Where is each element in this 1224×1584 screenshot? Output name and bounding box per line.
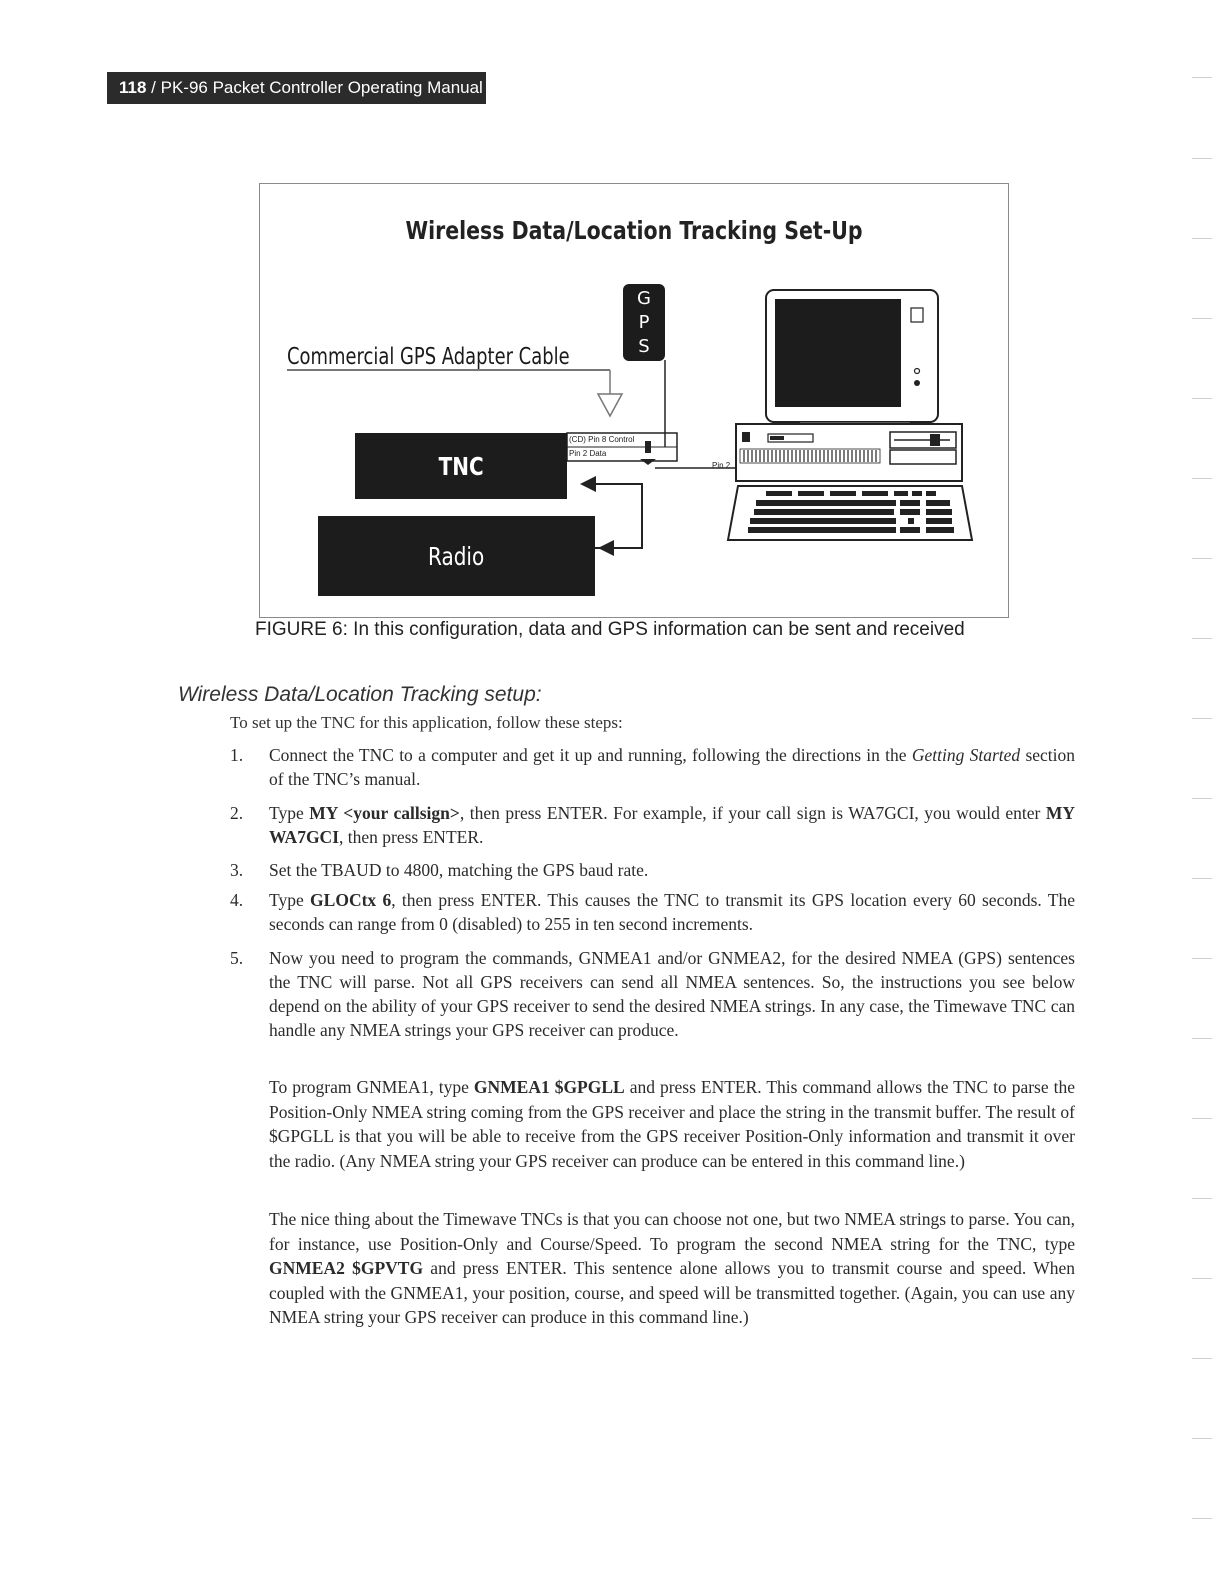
radio-unit	[318, 516, 595, 596]
pin2-data-label: Pin 2 Data	[569, 449, 607, 458]
margin-mark	[1192, 158, 1212, 159]
margin-mark	[1192, 798, 1212, 799]
margin-mark	[1192, 1198, 1212, 1199]
gnmea2-paragraph: The nice thing about the Timewave TNCs is that you can choose not one, but two NMEA strings to parse. You can, for instance, use Position-Only and Course/Speed. To program the second NMEA string for the TNC, type GNMEA2 $GPVTG and press ENTER. This sentence alone allows you to transmit course and speed. When coupled with the GNMEA1, your position, course, and speed will be transmitted together. (Again, you can use any NMEA string your GPS receiver can produce in this command line.)	[269, 1209, 1075, 1327]
step-text: Set the TBAUD to 4800, matching the GPS baud rate.	[269, 860, 649, 880]
gps-letter-p: P	[638, 312, 650, 333]
gps-letter-s: S	[638, 336, 650, 357]
step-5	[230, 946, 1075, 1042]
running-header	[107, 72, 486, 104]
step-text: Type MY <your callsign>, then press ENTER. For example, if your call sign is WA7GCI, you would enter MY WA7GCI, then press ENTER.	[269, 803, 1075, 847]
step-number: 3.	[230, 860, 244, 880]
margin-mark	[1192, 1118, 1212, 1119]
step-text: Type GLOCtx 6, then press ENTER. This causes the TNC to transmit its GPS location every 60 seconds. The seconds can range from 0 (disabled) to 255 in ten second increments.	[269, 890, 1075, 934]
margin-mark	[1192, 1038, 1212, 1039]
margin-mark	[1192, 718, 1212, 719]
figure-title: Wireless Data/Location Tracking Set-Up	[405, 216, 863, 245]
step-text: Connect the TNC to a computer and get it up and running, following the directions in the Getting Started section of the TNC’s manual.	[269, 745, 1076, 789]
manual-title: / PK-96 Packet Controller Operating Manual	[151, 78, 483, 97]
margin-mark	[1192, 1518, 1212, 1519]
margin-mark	[1192, 1358, 1212, 1359]
section-intro: To set up the TNC for this application, follow these steps:	[230, 713, 623, 732]
step-text: Now you need to program the commands, GNMEA1 and/or GNMEA2, for the desired NMEA (GPS) sentences the TNC will parse. Not all GPS receivers can send all NMEA sentences. So, the instructions you see below depend on the ability of your GPS receiver to send the desired NMEA strings. In any case, the Timewave TNC can handle any NMEA strings your GPS receiver can produce.	[269, 948, 1075, 1040]
figure-caption: FIGURE 6: In this configuration, data and GPS information can be sent and received	[255, 619, 965, 640]
margin-mark	[1192, 318, 1212, 319]
step-4	[230, 888, 1075, 936]
section-heading: Wireless Data/Location Tracking setup:	[178, 683, 542, 706]
margin-mark	[1192, 77, 1212, 78]
step-1	[230, 743, 1075, 791]
tnc-unit	[355, 433, 567, 499]
gps-adapter-cable-label: Commercial GPS Adapter Cable	[287, 344, 570, 370]
margin-mark	[1192, 398, 1212, 399]
gps-letter-g: G	[637, 288, 651, 309]
step-2	[230, 801, 1075, 849]
margin-mark	[1192, 478, 1212, 479]
margin-mark	[1192, 1438, 1212, 1439]
pin8-control-label: (CD) Pin 8 Control	[569, 435, 635, 444]
step-number: 1.	[230, 745, 244, 765]
margin-mark	[1192, 638, 1212, 639]
margin-mark	[1192, 958, 1212, 959]
step-number: 2.	[230, 803, 244, 823]
figure-6	[259, 183, 1009, 618]
tnc-label: TNC	[438, 451, 484, 481]
page-number: 118	[119, 78, 147, 97]
gnmea1-paragraph: To program GNMEA1, type GNMEA1 $GPGLL and press ENTER. This command allows the TNC to parse the Position-Only NMEA string coming from the GPS receiver and place the string in the transmit buffer. The result of $GPGLL is that you will be able to receive from the GPS receiver Position-Only information and transmit it over the radio. (Any NMEA string your GPS receiver can produce can be entered in this command line.)	[269, 1077, 1076, 1171]
step-number: 5.	[230, 948, 244, 968]
margin-mark	[1192, 878, 1212, 879]
step-3	[230, 858, 1075, 882]
pin2-computer-label: Pin 2	[712, 461, 731, 470]
radio-label: Radio	[428, 541, 485, 571]
step-number: 4.	[230, 890, 244, 910]
gps-receiver	[623, 284, 665, 361]
margin-mark	[1192, 558, 1212, 559]
margin-mark	[1192, 1278, 1212, 1279]
margin-mark	[1192, 238, 1212, 239]
